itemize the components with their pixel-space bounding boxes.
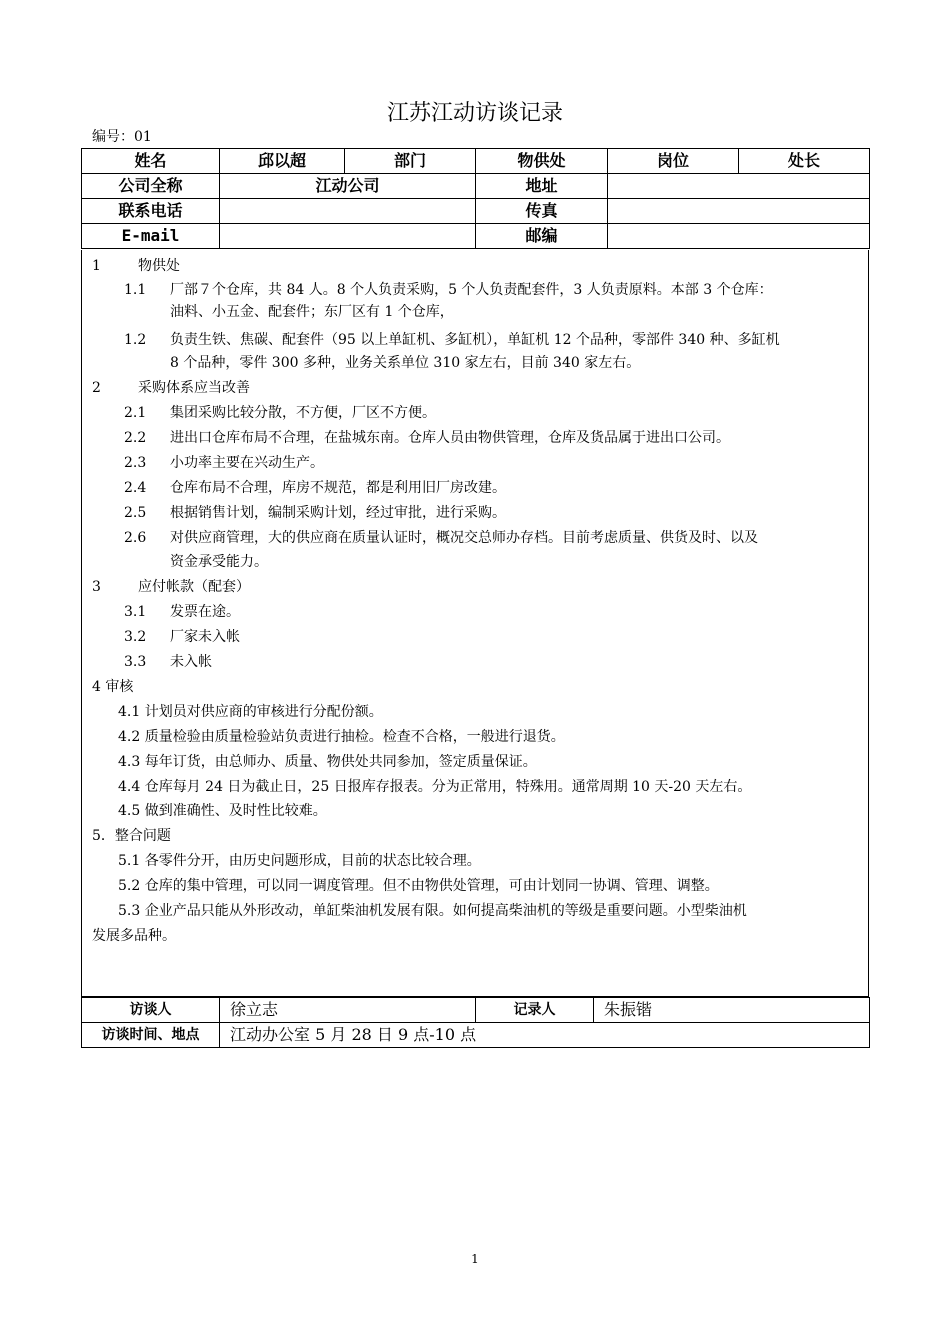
content-line: 2.2 进出口仓库布局不合理，在盐城东南。仓库人员由物供管理，仓库及货品属于进出口公司。 <box>124 430 730 446</box>
interview-content <box>81 250 869 997</box>
content-line: 4.5 做到准确性、及时性比较难。 <box>118 803 327 819</box>
name-label: 姓名 <box>82 149 220 174</box>
content-line: 4.1 计划员对供应商的审核进行分配份额。 <box>118 704 383 720</box>
content-line: 2.4 仓库布局不合理，库房不规范，都是利用旧厂房改建。 <box>124 480 506 496</box>
postcode-label: 邮编 <box>476 224 608 249</box>
interviewer-value: 徐立志 <box>220 998 476 1023</box>
dept-value: 物供处 <box>476 149 608 174</box>
email-label: E-mail <box>82 224 220 249</box>
content-line: 5.3 企业产品只能从外形改动，单缸柴油机发展有限。如何提高柴油机的等级是重要问题。小型柴油机 <box>118 903 747 919</box>
content-line: 3.3 未入帐 <box>124 654 212 670</box>
content-line: 5.2 仓库的集中管理，可以同一调度管理。但不由物供处管理，可由计划同一协调、管理、调整。 <box>118 878 719 894</box>
postcode-value <box>608 224 870 249</box>
content-line: 4.2 质量检验由质量检验站负责进行抽检。检查不合格，一般进行退货。 <box>118 729 565 745</box>
content-line: 4.3 每年订货，由总师办、质量、物供处共同参加，签定质量保证。 <box>118 754 537 770</box>
content-line: 1.2 负责生铁、焦碳、配套件（95 以上单缸机、多缸机），单缸机 12 个品种，零部件 340 种、多缸机 <box>124 332 780 348</box>
page-number: 1 <box>471 1252 479 1266</box>
content-line: 8 个品种，零件 300 多种，业务关系单位 310 家左右，目前 340 家左右。 <box>170 355 641 371</box>
position-label: 岗位 <box>608 149 739 174</box>
serial-number: 编号：01 <box>92 129 152 145</box>
fax-value <box>608 199 870 224</box>
time-place-label: 访谈时间、地点 <box>82 1023 220 1048</box>
content-line: 2.5 根据销售计划，编制采购计划，经过审批，进行采购。 <box>124 505 506 521</box>
content-line: 3.1 发票在途。 <box>124 604 240 620</box>
time-place-value: 江动办公室 5 月 28 日 9 点-10 点 <box>220 1023 870 1048</box>
content-line: 3.2 厂家未入帐 <box>124 629 240 645</box>
content-line: 发展多品种。 <box>92 928 176 944</box>
content-line: 4 审核 <box>92 679 134 695</box>
interviewer-label: 访谈人 <box>82 998 220 1023</box>
recorder-value: 朱振锴 <box>594 998 870 1023</box>
dept-label: 部门 <box>345 149 476 174</box>
content-line: 2.1 集团采购比较分散，不方便，厂区不方便。 <box>124 405 436 421</box>
interview-footer-table <box>81 997 870 1048</box>
address-value <box>608 174 870 199</box>
content-line: 4.4 仓库每月 24 日为截止日，25 日报库存报表。分为正常用，特殊用。通常周期 10 天-20 天左右。 <box>118 779 752 795</box>
content-line: 5．整合问题 <box>92 828 171 844</box>
company-label: 公司全称 <box>82 174 220 199</box>
position-value: 处长 <box>739 149 870 174</box>
content-line: 5.1 各零件分开，由历史问题形成，目前的状态比较合理。 <box>118 853 481 869</box>
info-table <box>81 148 870 249</box>
content-line: 1 物供处 <box>92 258 180 274</box>
fax-label: 传真 <box>476 199 608 224</box>
page-title: 江苏江动访谈记录 <box>386 101 563 126</box>
company-value: 江动公司 <box>220 174 476 199</box>
content-line: 资金承受能力。 <box>170 554 268 570</box>
content-line: 2.6 对供应商管理，大的供应商在质量认证时，概况交总师办存档。目前考虑质量、供货及时、以及 <box>124 530 758 546</box>
recorder-label: 记录人 <box>476 998 594 1023</box>
name-value: 邱以超 <box>220 149 345 174</box>
content-line: 1.1 厂部７个仓库，共 84 人。8 个人负责采购，5 个人负责配套件，3 人负责原料。本部 3 个仓库： <box>124 282 773 298</box>
address-label: 地址 <box>476 174 608 199</box>
email-value <box>220 224 476 249</box>
content-line: 2 采购体系应当改善 <box>92 380 250 396</box>
phone-label: 联系电话 <box>82 199 220 224</box>
content-line: 2.3 小功率主要在兴动生产。 <box>124 455 324 471</box>
content-line: 油料、小五金、配套件；东厂区有 1 个仓库， <box>170 304 454 320</box>
phone-value <box>220 199 476 224</box>
content-line: 3 应付帐款（配套） <box>92 579 250 595</box>
